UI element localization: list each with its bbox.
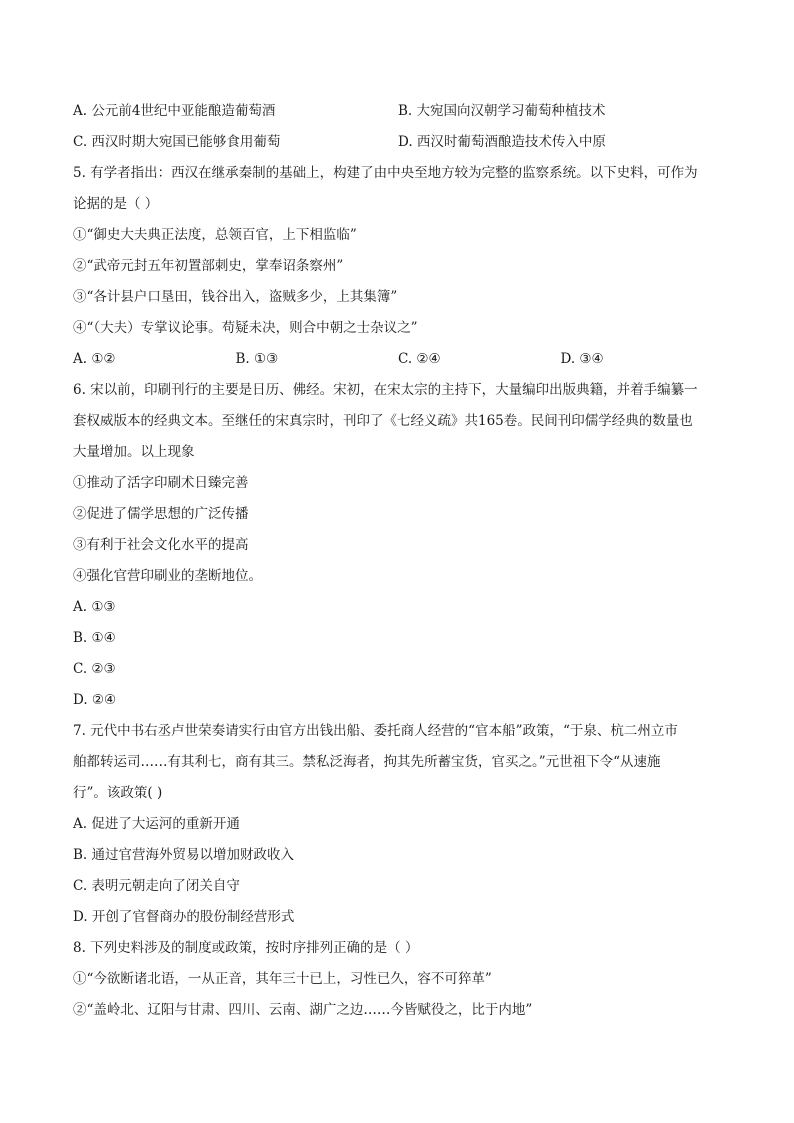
- q6-stem-line-3: 大量增加。以上现象: [73, 444, 195, 460]
- q4-option-d: D. 西汉时葡萄酒酿造技术传入中原: [398, 134, 606, 150]
- q6-option-d: D. ②④: [73, 692, 117, 708]
- q4-option-c: C. 西汉时期大宛国已能够食用葡萄: [73, 134, 281, 150]
- q5-item-1: ①“御史大夫典正法度，总领百官，上下相监临”: [73, 227, 357, 243]
- q6-item-1: ①推动了活字印刷术日臻完善: [73, 475, 249, 491]
- q6-option-a: A. ①③: [73, 599, 116, 615]
- q5-option-b: B. ①③: [235, 351, 279, 367]
- q4-options-row-2: [73, 127, 723, 158]
- q5-option-a: A. ①②: [73, 351, 116, 367]
- q8-item-2: ②“盖岭北、辽阳与甘肃、四川、云南、湖广之边……今皆赋役之，比于内地”: [73, 1002, 533, 1018]
- q6-option-c: C. ②③: [73, 661, 116, 677]
- q7-option-d: D. 开创了官督商办的股份制经营形式: [73, 909, 295, 925]
- q5-option-d: D. ③④: [560, 351, 604, 367]
- q5-stem-line-1: 5. 有学者指出：西汉在继承秦制的基础上，构建了由中央至地方较为完整的监察系统。以下史料，可作为: [73, 165, 698, 181]
- q6-item-2: ②促进了儒学思想的广泛传播: [73, 506, 249, 522]
- q5-options-row: [73, 344, 723, 375]
- q4-option-b: B. 大宛国向汉朝学习葡萄种植技术: [398, 103, 606, 119]
- q7-stem-line-1: 7. 元代中书右丞卢世荣奏请实行由官方出钱出船、委托商人经营的“官本船”政策，“于泉、杭二州立市: [73, 723, 678, 739]
- q6-item-4: ④强化官营印刷业的垄断地位。: [73, 568, 262, 584]
- q5-stem-line-2: 论据的是（ ）: [73, 196, 159, 212]
- q5-item-2: ②“武帝元封五年初置部刺史，掌奉诏条察州”: [73, 258, 344, 274]
- q6-stem-line-2: 套权威版本的经典文本。至继任的宋真宗时，刊印了《七经义疏》共165卷。民间刊印儒学经典的数量也: [73, 413, 693, 429]
- q7-stem-line-2: 舶都转运司……有其利七，商有其三。禁私泛海者，拘其先所蓄宝货，官买之。”元世祖下令“从速施: [73, 754, 661, 770]
- q6-stem-line-1: 6. 宋以前，印刷刊行的主要是日历、佛经。宋初，在宋太宗的主持下，大量编印出版典籍，并着手编纂一: [73, 382, 698, 398]
- q5-item-3: ③“各计县户口垦田，钱谷出入，盗贼多少，上其集簿”: [73, 289, 398, 305]
- q5-item-4: ④“（大夫）专掌议论事。苟疑未决，则合中朝之士杂议之”: [73, 320, 418, 336]
- q6-option-b: B. ①④: [73, 630, 116, 646]
- q4-options-row-1: [73, 96, 723, 127]
- q6-item-3: ③有利于社会文化水平的提高: [73, 537, 249, 553]
- q5-option-c: C. ②④: [398, 351, 441, 367]
- q7-option-c: C. 表明元朝走向了闭关自守: [73, 878, 240, 894]
- q4-option-a: A. 公元前4世纪中亚能酿造葡萄酒: [73, 103, 276, 119]
- q8-item-1: ①“今欲断诸北语，一从正音，其年三十已上，习性已久，容不可猝革”: [73, 971, 492, 987]
- q7-option-b: B. 通过官营海外贸易以增加财政收入: [73, 847, 295, 863]
- q8-stem: 8. 下列史料涉及的制度或政策，按时序排列正确的是（ ）: [73, 940, 419, 956]
- q7-stem-line-3: 行”。该政策( ): [73, 785, 163, 801]
- q7-option-a: A. 促进了大运河的重新开通: [73, 816, 240, 832]
- exam-content: [73, 96, 723, 1026]
